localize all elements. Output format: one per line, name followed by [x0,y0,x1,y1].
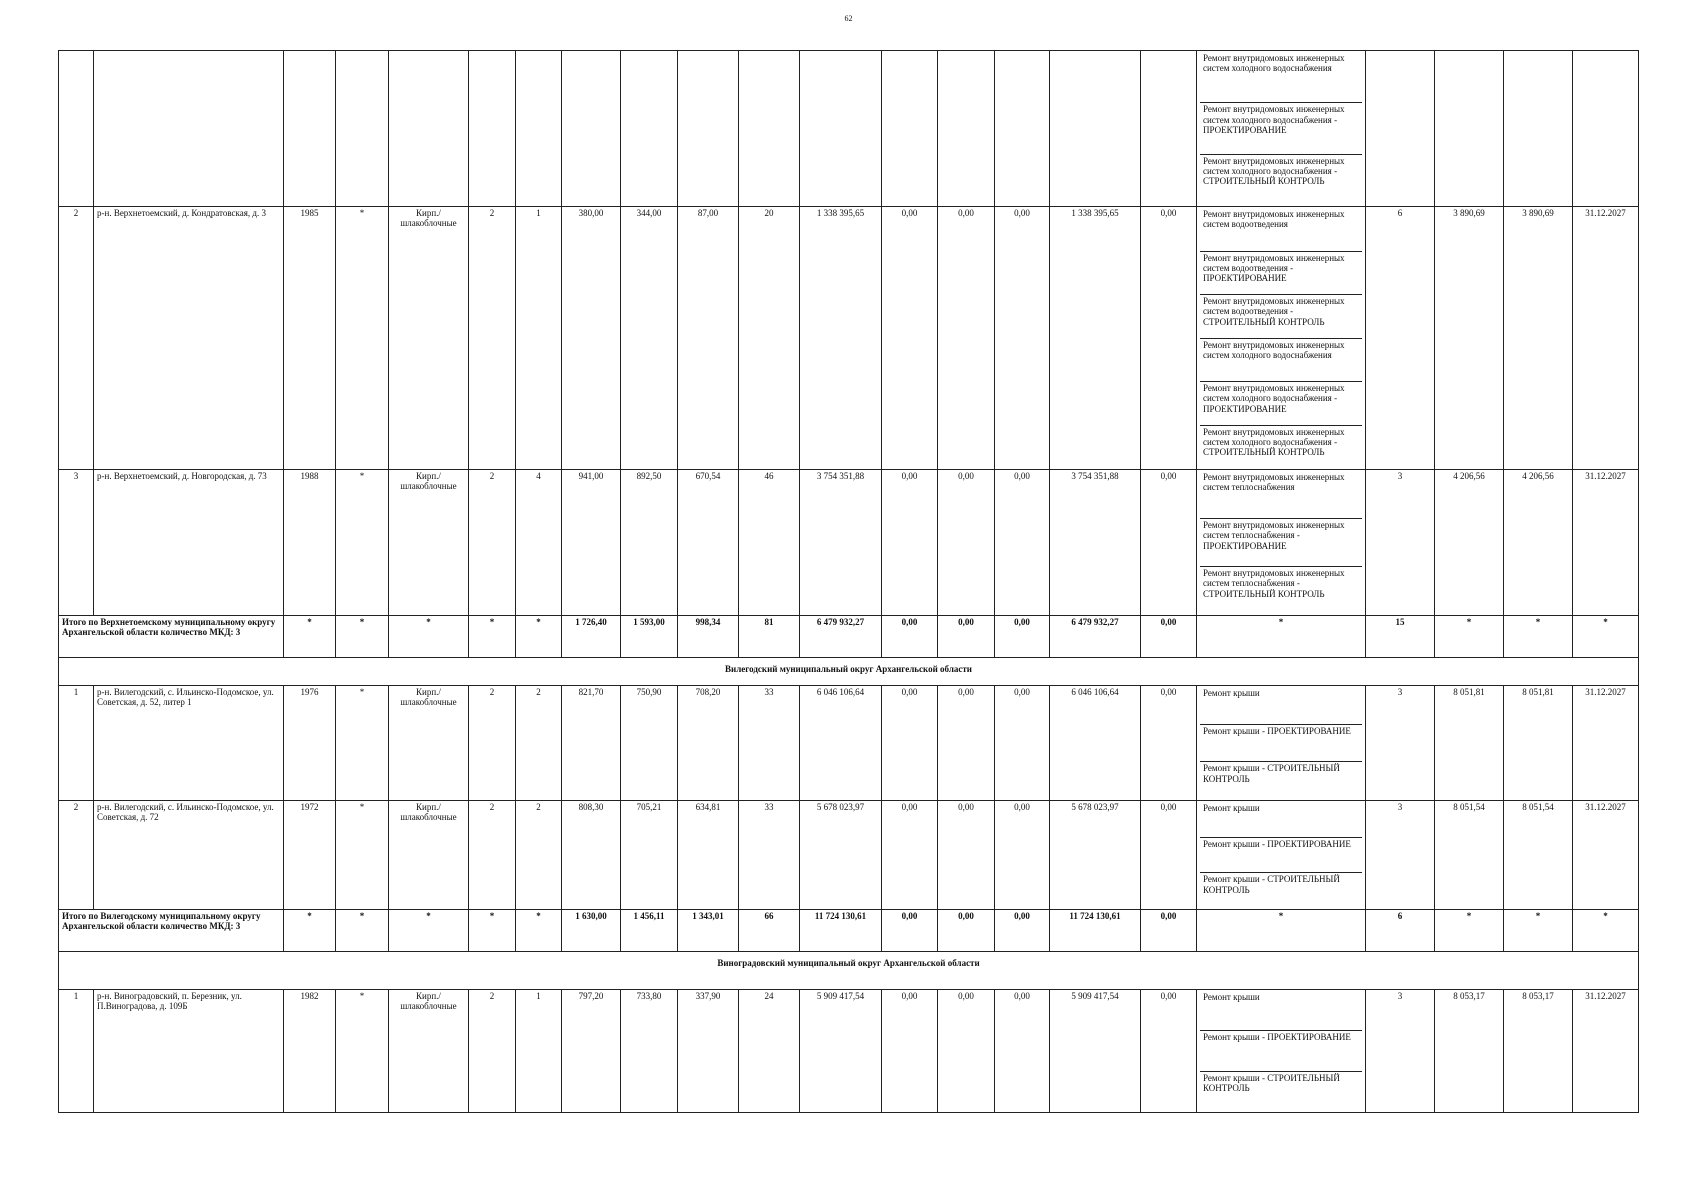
total-label: Итого по Вилегодскому муниципальному округу Архангельской области количество МКД: 3 [59,910,284,952]
work-type: Ремонт внутридомовых инженерных систем холодного водоснабжения - ПРОЕКТИРОВАНИЕ [1200,102,1362,153]
total-label: Итого по Верхнетоемскому муниципальному округу Архангельской области количество МКД: 3 [59,616,284,658]
floors: 2 [469,686,516,801]
residents: 24 [739,990,800,1113]
residential-area: 634,81 [678,801,739,910]
work-type: Ремонт внутридомовых инженерных систем холодного водоснабжения [1203,53,1345,74]
completion-date: 31.12.2027 [1573,990,1639,1113]
address: р-н. Верхнетоемский, д. Новгородская, д. 73 [94,470,284,616]
fund-3: 0,00 [995,616,1050,658]
cell-dash: * [336,616,389,658]
fund-5: 0,00 [1141,990,1197,1113]
total-area: 1 630,00 [562,910,621,952]
wall-material: Кирп./ шлакоблочные [389,207,469,470]
fund-5: 0,00 [1141,801,1197,910]
table-row [59,801,1639,910]
total-row [59,616,1639,658]
premises-area: 1 456,11 [621,910,678,952]
work-units: 3 [1366,686,1435,801]
work-types-cell [1197,51,1366,207]
work-types-cell [1197,207,1366,470]
year-built: 1972 [284,801,336,910]
year-built: 1985 [284,207,336,470]
fund-3: 0,00 [995,910,1050,952]
specific-cost: 3 890,69 [1435,207,1504,470]
work-types-cell [1197,801,1366,910]
premises-area: 1 593,00 [621,616,678,658]
fund-1: 0,00 [882,616,938,658]
owners-fund: 6 046 106,64 [1050,686,1141,801]
entrances: 2 [516,801,562,910]
fund-2: 0,00 [938,990,995,1113]
premises-area: 750,90 [621,686,678,801]
premises-area: 892,50 [621,470,678,616]
floors: 2 [469,990,516,1113]
entrances: 4 [516,470,562,616]
residential-area: 87,00 [678,207,739,470]
residents: 46 [739,470,800,616]
work-units: 6 [1366,207,1435,470]
work-type: Ремонт крыши - СТРОИТЕЛЬНЫЙ КОНТРОЛЬ [1200,761,1362,799]
fund-5: 0,00 [1141,470,1197,616]
fund-2: 0,00 [938,616,995,658]
fund-3: 0,00 [995,801,1050,910]
work-units: 3 [1366,801,1435,910]
cell-dash: * [336,801,389,910]
specific-cost: 8 053,17 [1435,990,1504,1113]
completion-date: 31.12.2027 [1573,207,1639,470]
total-area: 797,20 [562,990,621,1113]
fund-1: 0,00 [882,207,938,470]
cell-dash: * [469,910,516,952]
entrances: 1 [516,207,562,470]
table-row [59,990,1639,1113]
floors: 2 [469,801,516,910]
work-types-cell [1197,990,1366,1113]
work-units: 3 [1366,470,1435,616]
premises-area: 733,80 [621,990,678,1113]
fund-1: 0,00 [882,990,938,1113]
work-type: Ремонт внутридомовых инженерных систем холодного водоснабжения - СТРОИТЕЛЬНЫЙ КОНТРОЛЬ [1200,425,1362,469]
work-units: 6 [1366,910,1435,952]
residents: 20 [739,207,800,470]
work-type: Ремонт внутридомовых инженерных систем холодного водоснабжения - СТРОИТЕЛЬНЫЙ КОНТРОЛЬ [1200,154,1362,205]
floors: 2 [469,470,516,616]
fund-1: 0,00 [882,910,938,952]
cell-dash: * [336,910,389,952]
cell-dash: * [516,616,562,658]
total-cost: 5 909 417,54 [800,990,882,1113]
owners-fund: 3 754 351,88 [1050,470,1141,616]
residential-area: 708,20 [678,686,739,801]
section-row [59,658,1639,686]
table-row [59,470,1639,616]
section-row [59,952,1639,990]
year-built: 1982 [284,990,336,1113]
work-type: Ремонт крыши - ПРОЕКТИРОВАНИЕ [1200,724,1362,762]
total-row [59,910,1639,952]
table-row [59,51,1639,207]
residential-area: 998,34 [678,616,739,658]
work-type: Ремонт внутридомовых инженерных систем теплоснабжения [1203,472,1345,493]
work-types-cell [1197,686,1366,801]
page-number: 62 [844,14,853,23]
work-type: Ремонт внутридомовых инженерных систем теплоснабжения - ПРОЕКТИРОВАНИЕ [1200,518,1362,566]
cell-dash: * [336,207,389,470]
premises-area: 705,21 [621,801,678,910]
fund-3: 0,00 [995,990,1050,1113]
work-type: Ремонт внутридомовых инженерных систем водоотведения - ПРОЕКТИРОВАНИЕ [1200,251,1362,295]
total-area: 941,00 [562,470,621,616]
residents: 33 [739,801,800,910]
completion-date: 31.12.2027 [1573,686,1639,801]
capital-repair-table [58,50,1639,1113]
cell-dash: * [1504,616,1573,658]
work-types-cell [1197,470,1366,616]
fund-5: 0,00 [1141,910,1197,952]
cell-dash: * [469,616,516,658]
cell-dash: * [1573,616,1639,658]
cell-dash: * [284,616,336,658]
owners-fund: 1 338 395,65 [1050,207,1141,470]
work-type: Ремонт крыши - СТРОИТЕЛЬНЫЙ КОНТРОЛЬ [1200,1071,1362,1111]
completion-date: 31.12.2027 [1573,801,1639,910]
wall-material: Кирп./ шлакоблочные [389,470,469,616]
year-built: 1988 [284,470,336,616]
work-type: Ремонт крыши - ПРОЕКТИРОВАНИЕ [1200,1030,1362,1070]
max-specific-cost: 8 051,81 [1504,686,1573,801]
work-units: 15 [1366,616,1435,658]
address: р-н. Верхнетоемский, д. Кондратовская, д. 3 [94,207,284,470]
residents: 81 [739,616,800,658]
row-number: 2 [59,207,94,470]
cell-dash: * [1504,910,1573,952]
row-number: 3 [59,470,94,616]
floors: 2 [469,207,516,470]
cell-dash: * [516,910,562,952]
work-type: Ремонт внутридомовых инженерных систем водоотведения - СТРОИТЕЛЬНЫЙ КОНТРОЛЬ [1200,294,1362,338]
total-cost: 6 479 932,27 [800,616,882,658]
residents: 66 [739,910,800,952]
work-units: 3 [1366,990,1435,1113]
cell-dash: * [284,910,336,952]
work-type: Ремонт внутридомовых инженерных систем водоотведения [1203,209,1345,230]
completion-date: 31.12.2027 [1573,470,1639,616]
total-area: 380,00 [562,207,621,470]
owners-fund: 5 909 417,54 [1050,990,1141,1113]
year-built: 1976 [284,686,336,801]
fund-2: 0,00 [938,801,995,910]
work-type: Ремонт внутридомовых инженерных систем холодного водоснабжения - ПРОЕКТИРОВАНИЕ [1200,381,1362,425]
max-specific-cost: 8 051,54 [1504,801,1573,910]
max-specific-cost: 3 890,69 [1504,207,1573,470]
max-specific-cost: 4 206,56 [1504,470,1573,616]
fund-5: 0,00 [1141,616,1197,658]
work-type: Ремонт крыши [1203,688,1260,698]
row-number: 2 [59,801,94,910]
fund-3: 0,00 [995,207,1050,470]
address: р-н. Виноградовский, п. Березник, ул. П.Виноградова, д. 109Б [94,990,284,1113]
work-type: Ремонт внутридомовых инженерных систем холодного водоснабжения [1200,338,1362,382]
total-cost: 3 754 351,88 [800,470,882,616]
total-cost: 6 046 106,64 [800,686,882,801]
fund-2: 0,00 [938,910,995,952]
cell-dash: * [389,616,469,658]
fund-5: 0,00 [1141,686,1197,801]
specific-cost: 8 051,81 [1435,686,1504,801]
fund-1: 0,00 [882,686,938,801]
residential-area: 337,90 [678,990,739,1113]
total-area: 808,30 [562,801,621,910]
owners-fund: 11 724 130,61 [1050,910,1141,952]
work-type: Ремонт крыши [1203,803,1260,813]
cell-dash: * [389,910,469,952]
premises-area: 344,00 [621,207,678,470]
address: р-н. Вилегодский, с. Ильинско-Подомское, ул. Советская, д. 52, литер 1 [94,686,284,801]
cell-dash: * [336,686,389,801]
cell-dash: * [336,470,389,616]
fund-1: 0,00 [882,801,938,910]
cell-dash: * [1435,616,1504,658]
row-number: 1 [59,990,94,1113]
owners-fund: 5 678 023,97 [1050,801,1141,910]
residential-area: 670,54 [678,470,739,616]
address: р-н. Вилегодский, с. Ильинско-Подомское, ул. Советская, д. 72 [94,801,284,910]
fund-3: 0,00 [995,686,1050,801]
residents: 33 [739,686,800,801]
owners-fund: 6 479 932,27 [1050,616,1141,658]
cell-dash: * [1435,910,1504,952]
section-title: Виноградовский муниципальный округ Архангельской области [59,952,1639,990]
residential-area: 1 343,01 [678,910,739,952]
fund-3: 0,00 [995,470,1050,616]
cell-dash: * [1197,616,1366,658]
total-cost: 5 678 023,97 [800,801,882,910]
total-area: 1 726,40 [562,616,621,658]
fund-1: 0,00 [882,470,938,616]
wall-material: Кирп./ шлакоблочные [389,801,469,910]
fund-5: 0,00 [1141,207,1197,470]
cell-dash: * [1573,910,1639,952]
total-cost: 11 724 130,61 [800,910,882,952]
work-type: Ремонт крыши [1203,992,1260,1002]
cell-dash: * [336,990,389,1113]
wall-material: Кирп./ шлакоблочные [389,990,469,1113]
entrances: 2 [516,686,562,801]
work-type: Ремонт крыши - ПРОЕКТИРОВАНИЕ [1200,837,1362,873]
fund-2: 0,00 [938,686,995,801]
fund-2: 0,00 [938,470,995,616]
section-title: Вилегодский муниципальный округ Архангельской области [59,658,1639,686]
specific-cost: 8 051,54 [1435,801,1504,910]
wall-material: Кирп./ шлакоблочные [389,686,469,801]
work-type: Ремонт внутридомовых инженерных систем теплоснабжения - СТРОИТЕЛЬНЫЙ КОНТРОЛЬ [1200,566,1362,614]
total-cost: 1 338 395,65 [800,207,882,470]
entrances: 1 [516,990,562,1113]
table-row [59,207,1639,470]
fund-2: 0,00 [938,207,995,470]
table-row [59,686,1639,801]
row-number: 1 [59,686,94,801]
total-area: 821,70 [562,686,621,801]
work-type: Ремонт крыши - СТРОИТЕЛЬНЫЙ КОНТРОЛЬ [1200,872,1362,908]
max-specific-cost: 8 053,17 [1504,990,1573,1113]
specific-cost: 4 206,56 [1435,470,1504,616]
cell-dash: * [1197,910,1366,952]
